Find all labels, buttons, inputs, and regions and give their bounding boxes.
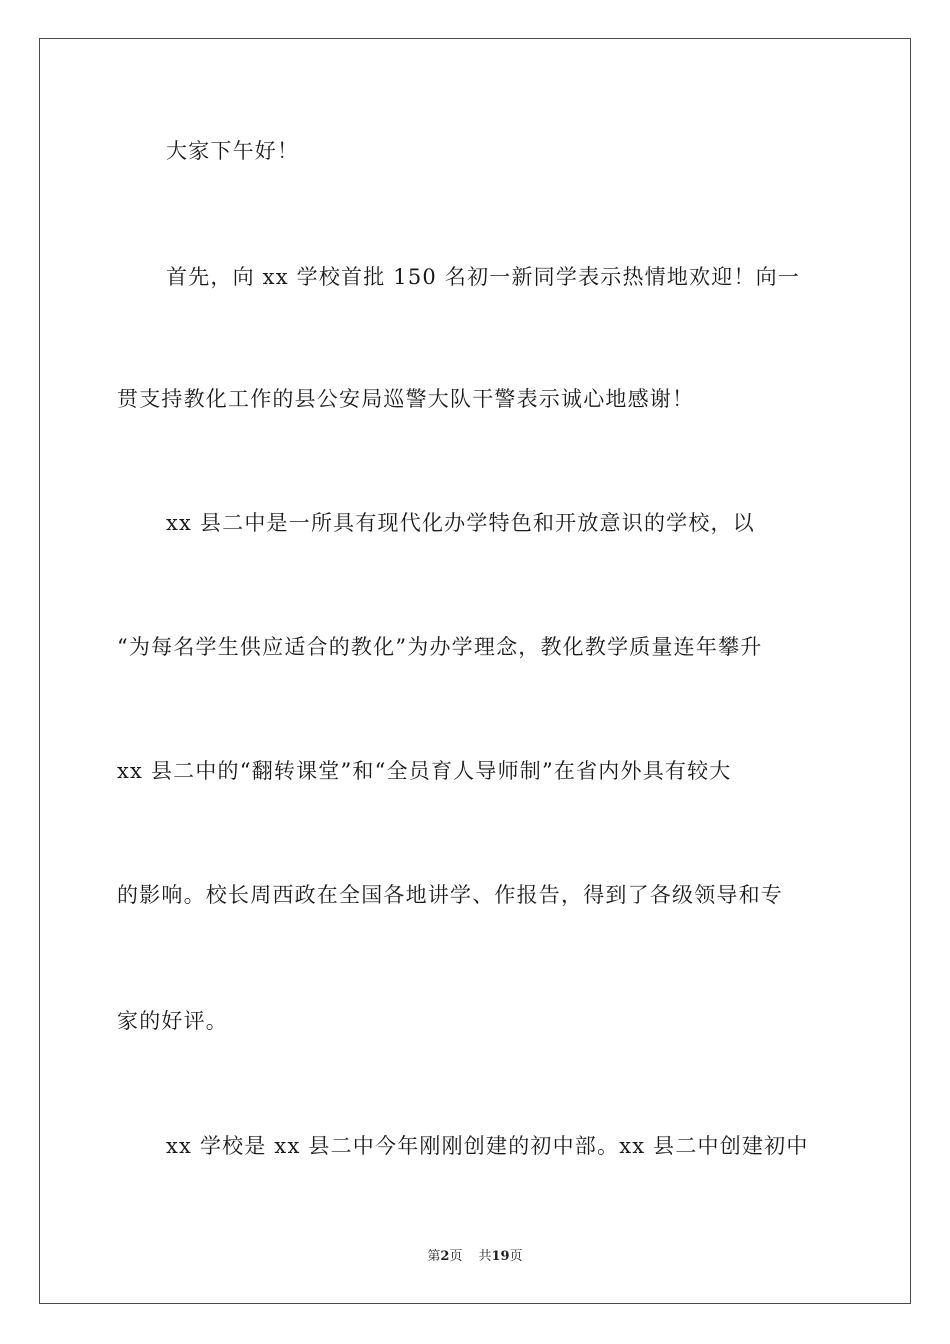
page-number: 2 <box>440 1249 450 1264</box>
page-footer <box>0 1248 950 1266</box>
text-line-4: xx 县二中是一所具有现代化办学特色和开放意识的学校，以 <box>166 511 755 535</box>
text-line-8: 家的好评。 <box>117 1009 228 1033</box>
page-suffix: 页 <box>449 1249 463 1264</box>
page-prefix: 第 <box>427 1249 441 1264</box>
text-line-3: 贯支持教化工作的县公安局巡警大队干警表示诚心地感谢！ <box>117 387 695 411</box>
text-line-1: 大家下午好！ <box>166 139 300 163</box>
total-prefix: 共 <box>478 1249 492 1264</box>
total-pages: 19 <box>491 1249 510 1264</box>
text-line-9: xx 学校是 xx 县二中今年刚刚创建的初中部。xx 县二中创建初中 <box>166 1134 809 1158</box>
text-line-7: 的影响。校长周西政在全国各地讲学、作报告，得到了各级领导和专 <box>117 883 783 907</box>
text-line-6: xx 县二中的“翻转课堂”和“全员育人导师制”在省内外具有较大 <box>117 759 732 783</box>
total-suffix: 页 <box>509 1249 523 1264</box>
page-border <box>39 38 911 1304</box>
text-line-2: 首先，向 xx 学校首批 150 名初一新同学表示热情地欢迎！向一 <box>166 265 801 289</box>
text-line-5: “为每名学生供应适合的教化”为办学理念，教化教学质量连年攀升 <box>117 635 763 659</box>
